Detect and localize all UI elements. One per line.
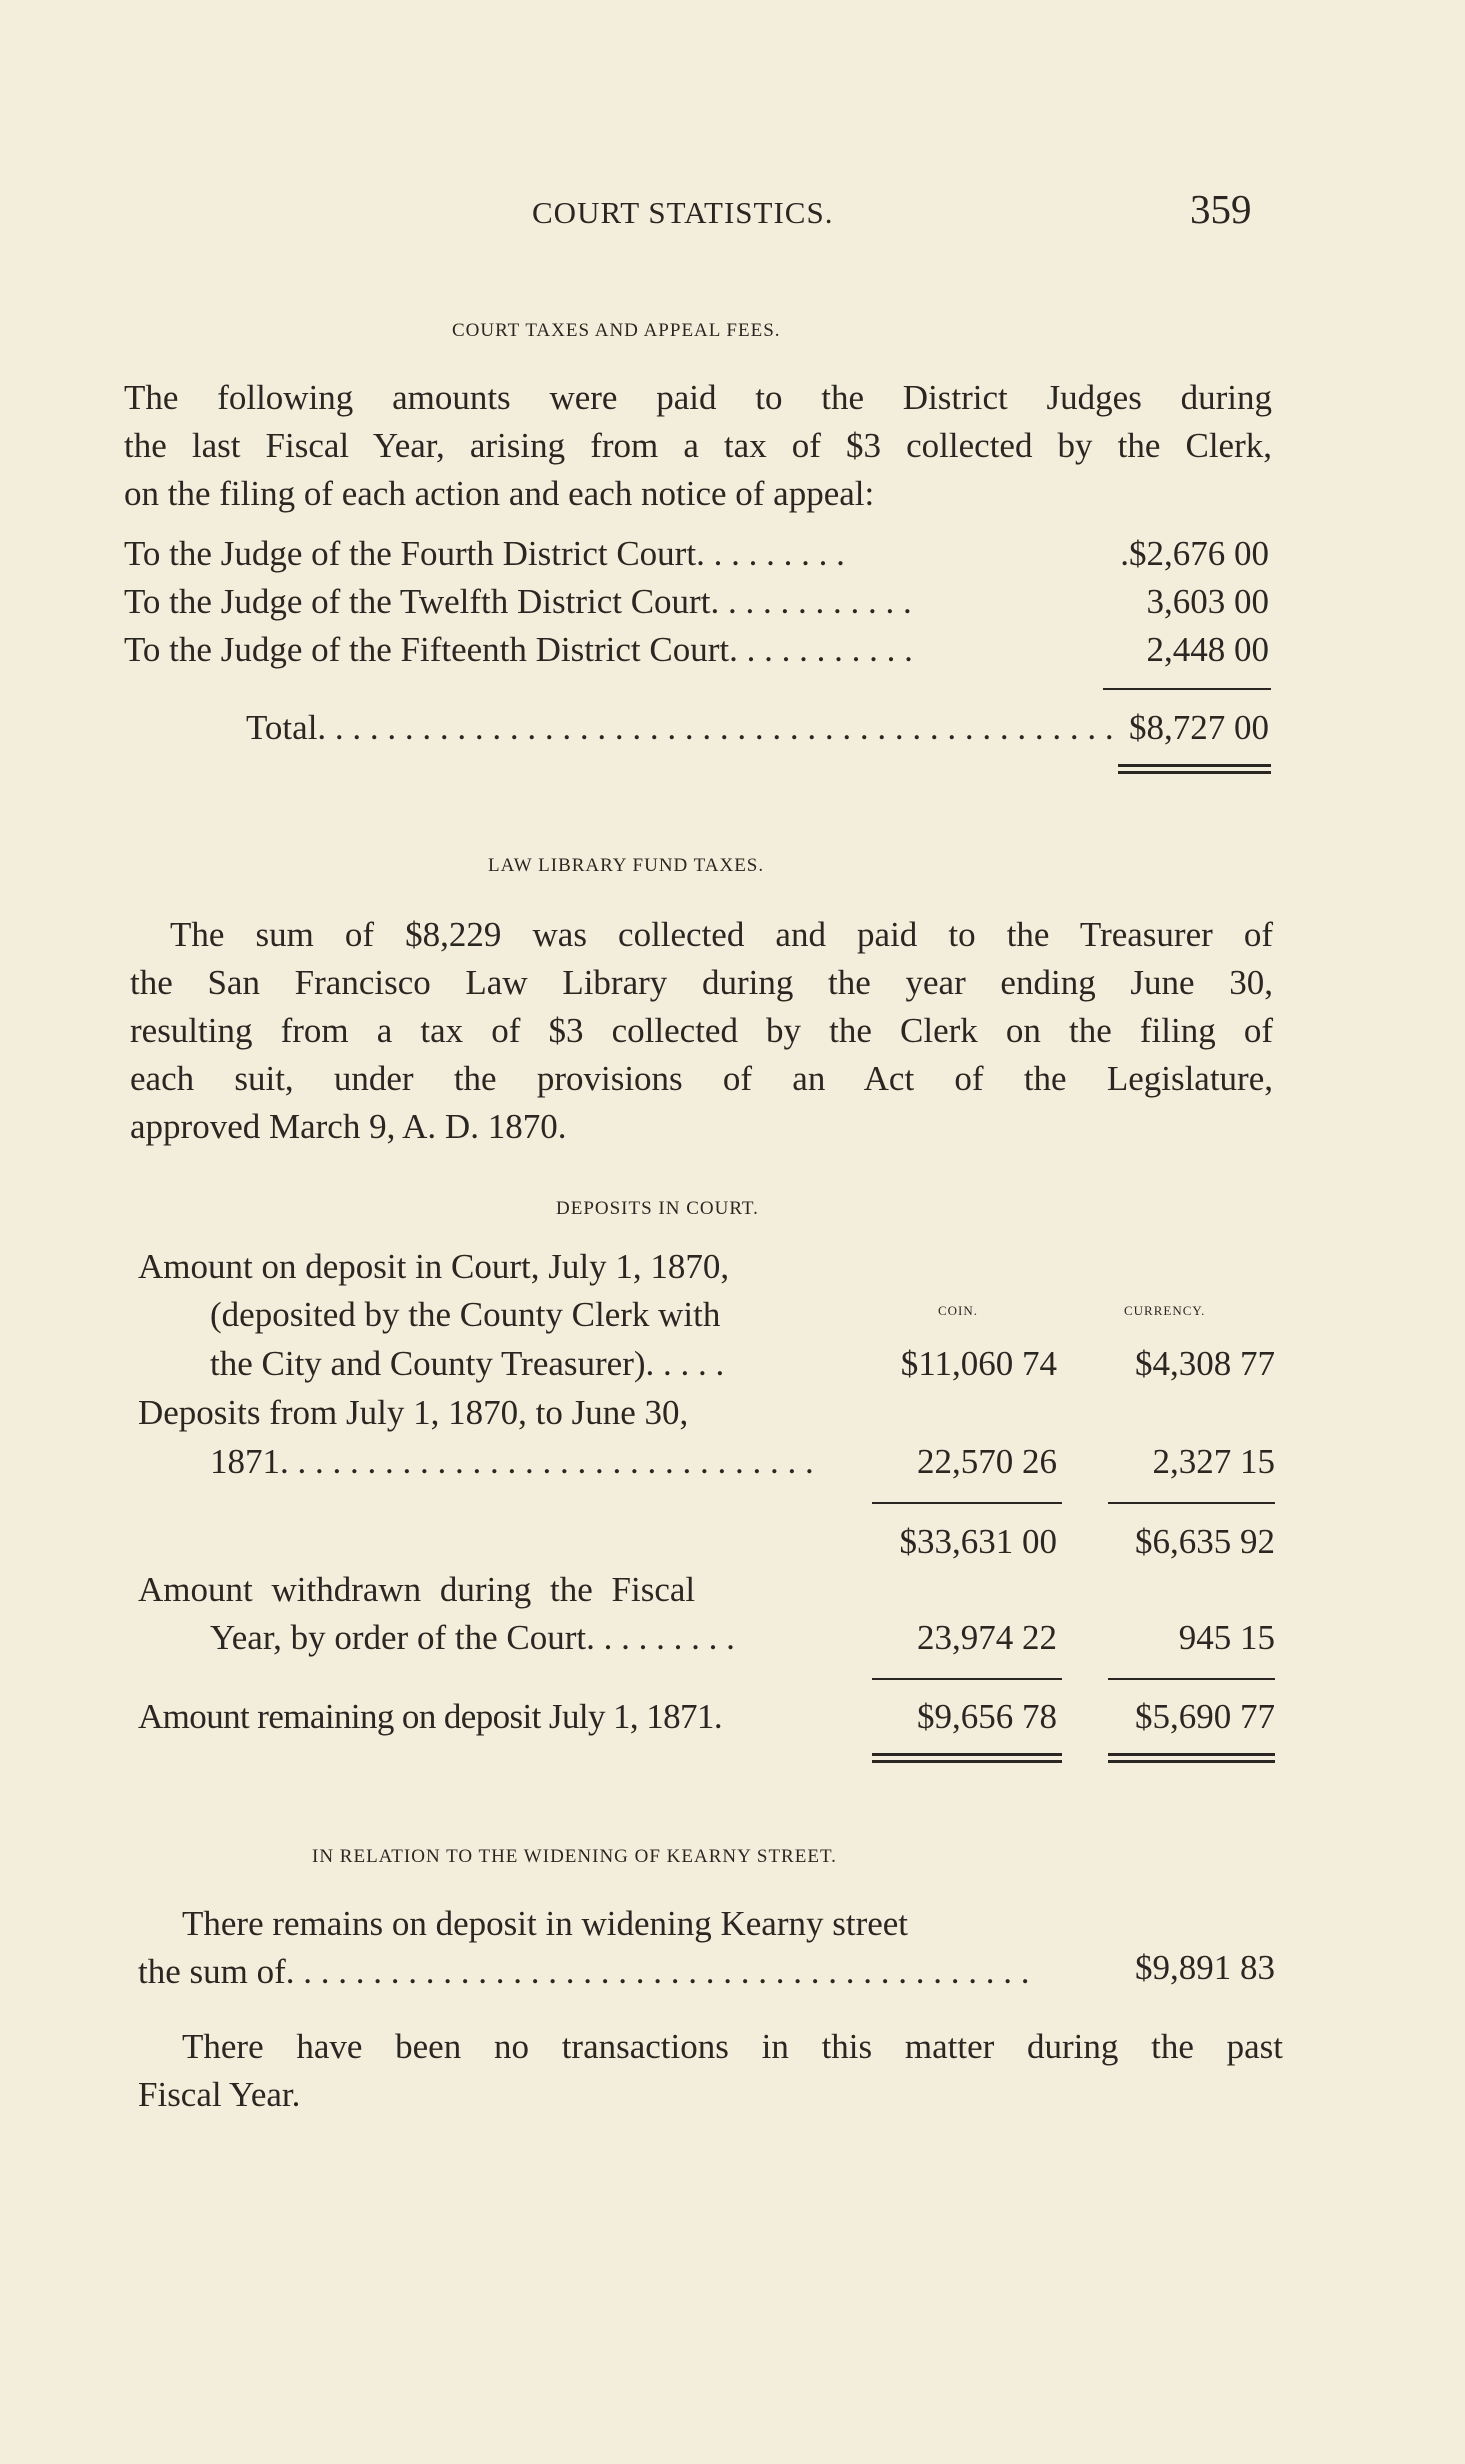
paragraph-line: The following amounts were paid to the District Judges during xyxy=(124,378,1272,417)
paragraph-line: the last Fiscal Year, arising from a tax of $3 collected by the Clerk, xyxy=(124,426,1272,465)
column-header-coin: COIN. xyxy=(938,1303,979,1318)
total-double-rule xyxy=(1118,764,1271,767)
section-heading-court-taxes: COURT TAXES AND APPEAL FEES. xyxy=(452,320,781,341)
deposit-line: Deposits from July 1, 1870, to June 30, xyxy=(138,1393,689,1432)
remaining-label: Amount remaining on deposit July 1, 1871. xyxy=(138,1697,722,1736)
page-number: 359 xyxy=(1190,186,1252,232)
deposit-line: 1871. . . . . . . . . . . . . . . . . . . . . . . . . . . . . . . xyxy=(210,1442,814,1481)
currency-amount: 945 15 xyxy=(1178,1618,1275,1657)
total-double-rule xyxy=(1118,771,1271,774)
coin-remaining: $9,656 78 xyxy=(917,1697,1057,1736)
deposit-line: (deposited by the County Clerk with xyxy=(210,1295,721,1334)
currency-double-rule xyxy=(1108,1753,1275,1756)
fee-row-amount: 2,448 00 xyxy=(1146,630,1269,669)
coin-subtotal: $33,631 00 xyxy=(899,1522,1057,1561)
coin-amount: $11,060 74 xyxy=(900,1344,1057,1383)
sum-rule xyxy=(1103,688,1271,690)
deposit-line: Year, by order of the Court. . . . . . . . . xyxy=(210,1618,735,1657)
coin-double-rule xyxy=(872,1753,1062,1756)
paragraph-line: approved March 9, A. D. 1870. xyxy=(130,1107,567,1146)
section-heading-deposits: DEPOSITS IN COURT. xyxy=(556,1198,759,1219)
fee-row-label: To the Judge of the Fourth District Court. . . . . . . . . xyxy=(124,534,845,573)
deposit-line: the City and County Treasurer). . . . . xyxy=(210,1344,725,1383)
deposit-line: Amount withdrawn during the Fiscal xyxy=(138,1570,696,1609)
closing-line: There have been no transactions in this matter during the past xyxy=(182,2027,1283,2066)
currency-sum-rule xyxy=(1108,1502,1275,1504)
fee-row-amount: 3,603 00 xyxy=(1146,582,1269,621)
coin-double-rule xyxy=(872,1760,1062,1763)
currency-subtotal: $6,635 92 xyxy=(1135,1522,1275,1561)
kearny-amount: $9,891 83 xyxy=(1135,1948,1275,1987)
currency-double-rule xyxy=(1108,1760,1275,1763)
total-amount: $8,727 00 xyxy=(1129,708,1269,747)
section-heading-law-library: LAW LIBRARY FUND TAXES. xyxy=(488,855,765,876)
currency-amount: $4,308 77 xyxy=(1135,1344,1275,1383)
kearny-line: There remains on deposit in widening Kearny street xyxy=(182,1904,909,1943)
running-title: COURT STATISTICS. xyxy=(532,195,834,230)
currency-amount: 2,327 15 xyxy=(1152,1442,1275,1481)
coin-sum-rule xyxy=(872,1678,1062,1680)
coin-amount: 23,974 22 xyxy=(917,1618,1057,1657)
currency-sum-rule xyxy=(1108,1678,1275,1680)
deposit-line: Amount on deposit in Court, July 1, 1870, xyxy=(138,1247,730,1286)
paragraph-line: each suit, under the provisions of an Act of the Legislature, xyxy=(130,1059,1273,1098)
coin-amount: 22,570 26 xyxy=(917,1442,1057,1481)
fee-row-label: To the Judge of the Twelfth District Court. . . . . . . . . . . . xyxy=(124,582,912,621)
kearny-line: the sum of. . . . . . . . . . . . . . . . . . . . . . . . . . . . . . . . . . . . . . . . . . . xyxy=(138,1952,1030,1991)
column-header-currency: CURRENCY. xyxy=(1124,1303,1206,1318)
closing-line: Fiscal Year. xyxy=(138,2075,301,2114)
section-heading-kearny-street: IN RELATION TO THE WIDENING OF KEARNY STREET. xyxy=(312,1846,837,1867)
paragraph-line: The sum of $8,229 was collected and paid to the Treasurer of xyxy=(170,915,1273,954)
paragraph-line: resulting from a tax of $3 collected by the Clerk on the filing of xyxy=(130,1011,1273,1050)
coin-sum-rule xyxy=(872,1502,1062,1504)
currency-remaining: $5,690 77 xyxy=(1135,1697,1275,1736)
fee-row-label: To the Judge of the Fifteenth District Court. . . . . . . . . . . xyxy=(124,630,913,669)
fee-row-amount: .$2,676 00 xyxy=(1120,534,1269,573)
total-label: Total. . . . . . . . . . . . . . . . . . . . . . . . . . . . . . . . . . . . . . . . . . . . . . xyxy=(246,708,1114,747)
paragraph-line: on the filing of each action and each notice of appeal: xyxy=(124,474,875,513)
paragraph-line: the San Francisco Law Library during the year ending June 30, xyxy=(130,963,1273,1002)
